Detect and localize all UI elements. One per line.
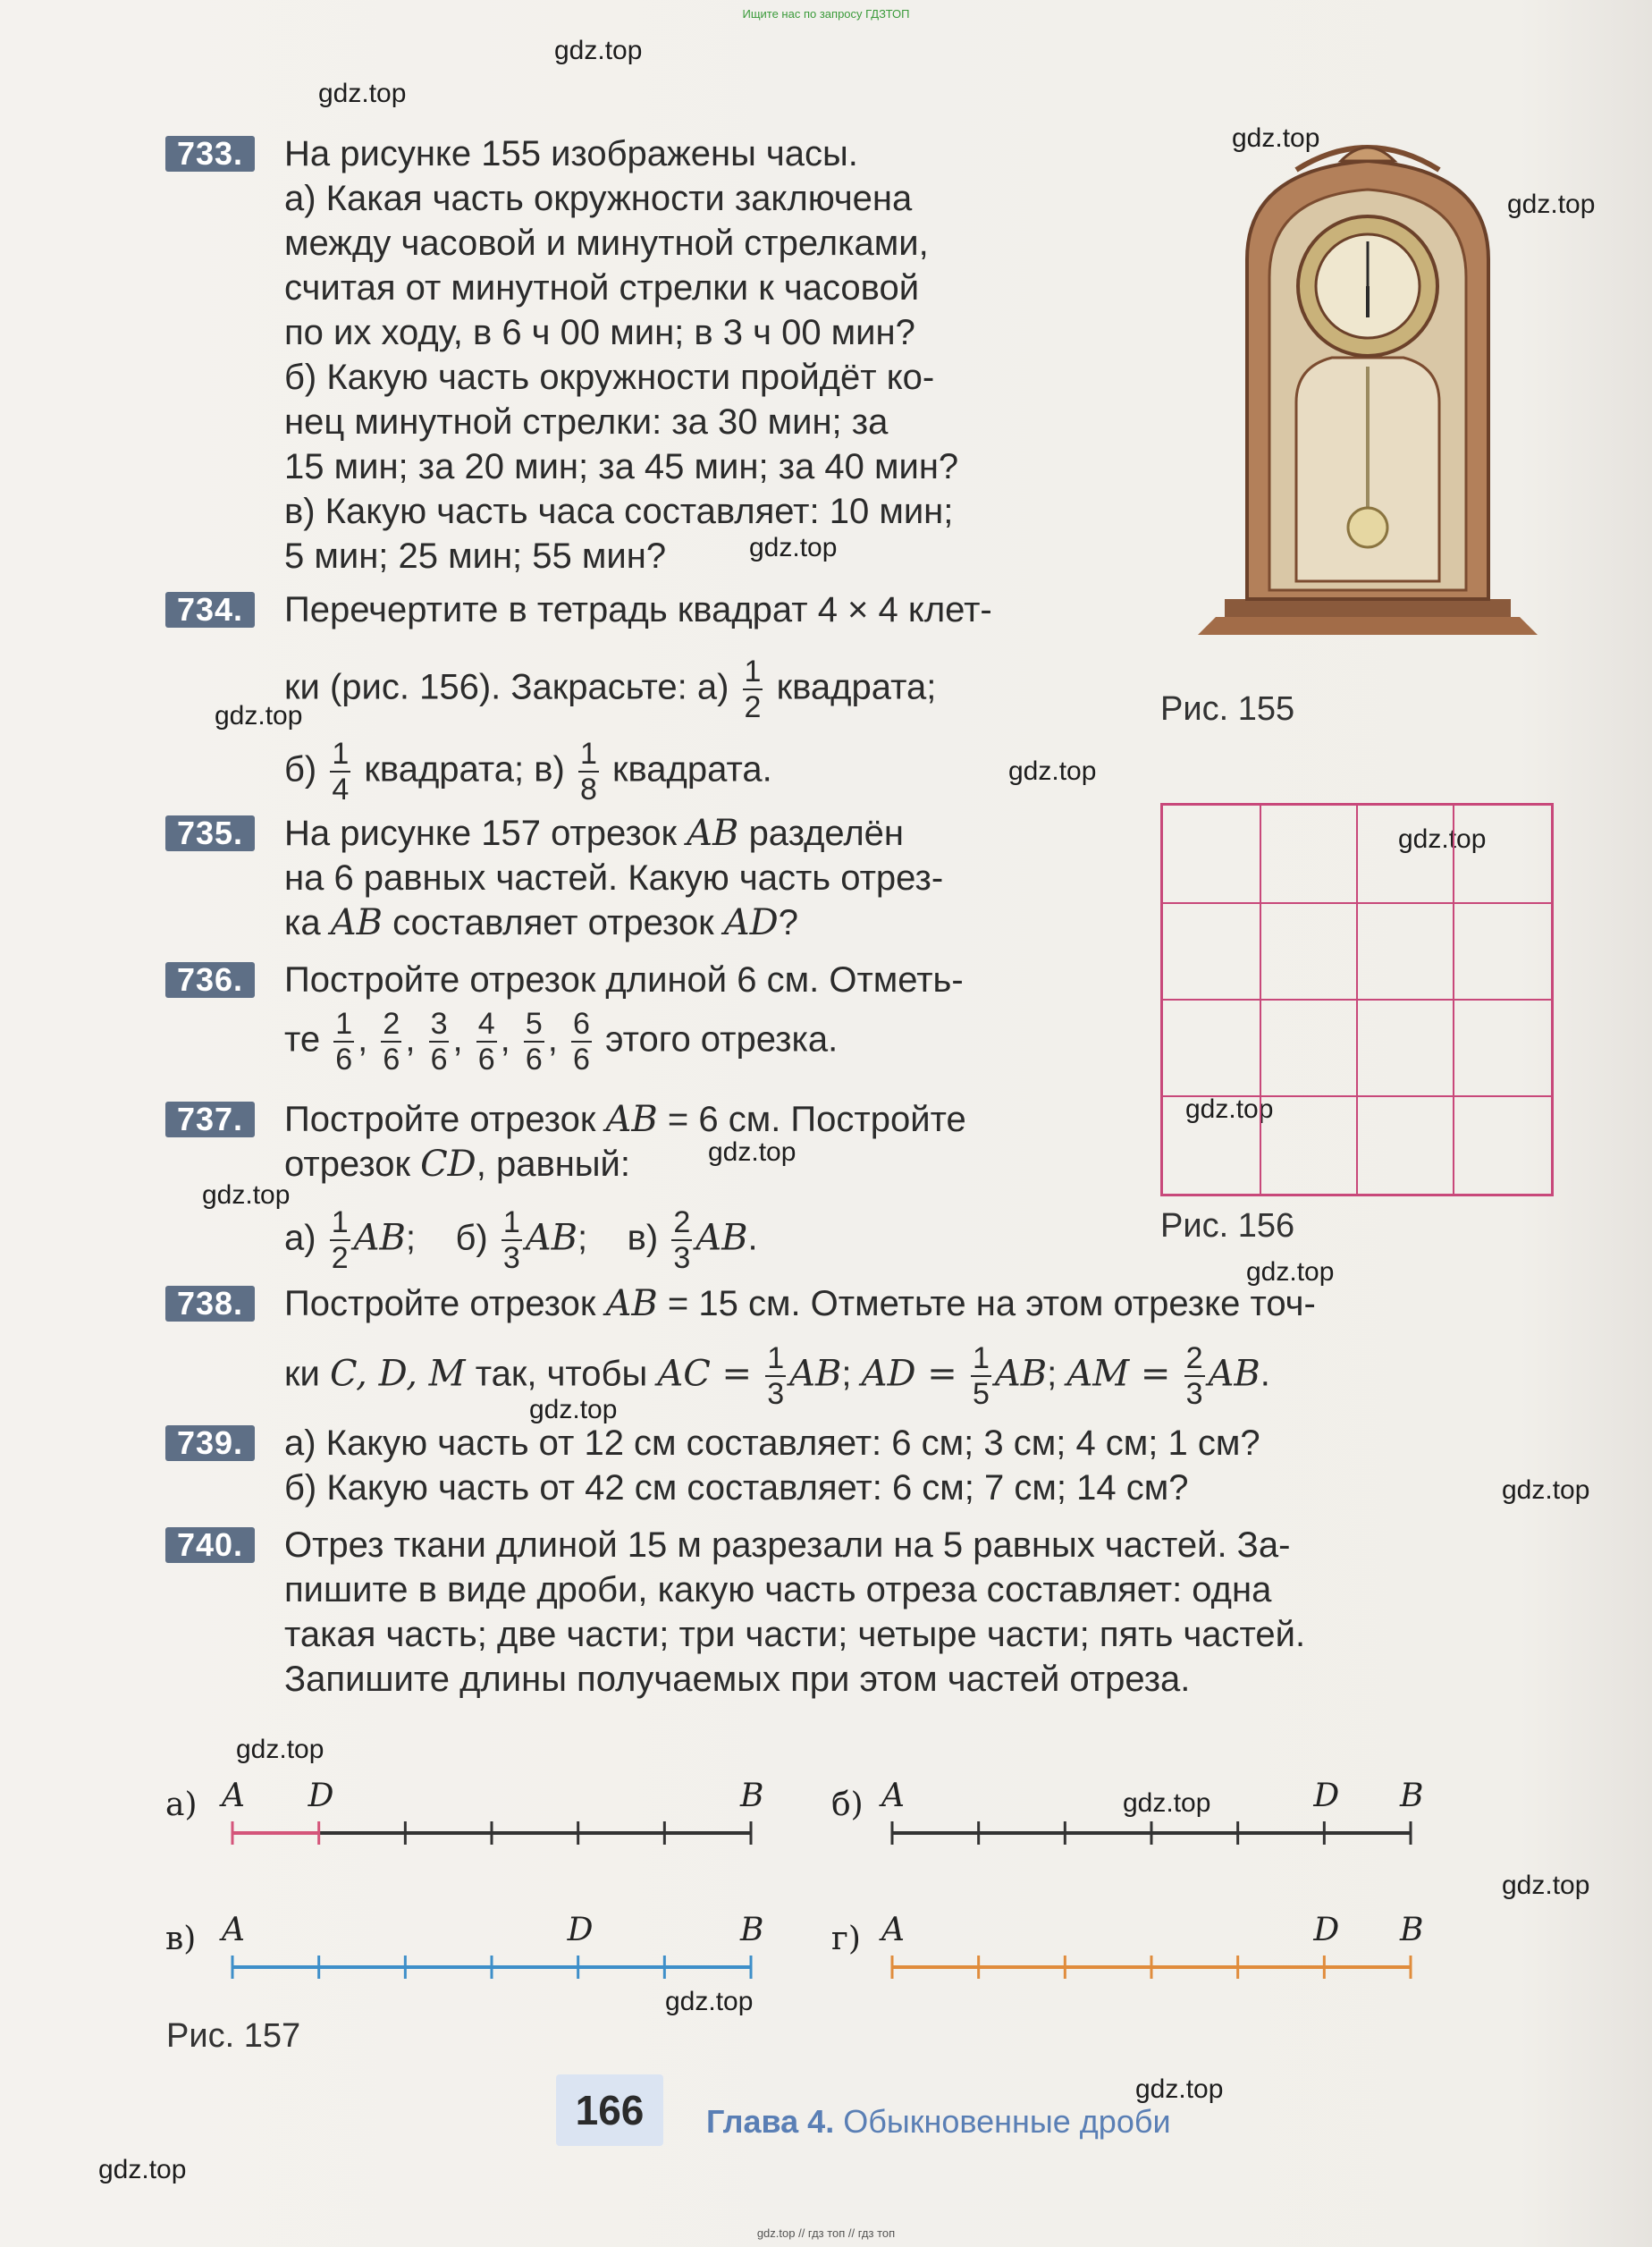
point-names: C, D, M	[329, 1353, 466, 1395]
fraction-denominator: 2	[331, 1241, 349, 1275]
point-label-a: A	[881, 1778, 905, 1814]
problem-735-text: ?	[778, 903, 798, 942]
segment-name: AM =	[1066, 1353, 1171, 1395]
segment-name: AB	[1208, 1353, 1260, 1395]
fraction-numerator: 1	[331, 1205, 349, 1239]
watermark: gdz.top	[1246, 1257, 1335, 1287]
problem-738-text: = 15 см. Отметьте на этом отрезке точ-	[667, 1284, 1316, 1323]
fraction	[578, 739, 599, 805]
problem-737-text: б)	[455, 1218, 488, 1258]
point-label-b: B	[1400, 1778, 1424, 1814]
segment-name: AB	[994, 1353, 1048, 1395]
point-label-b: B	[740, 1778, 764, 1814]
problem-736-line: Постройте отрезок длиной 6 см. Отметь-	[284, 960, 964, 1000]
fraction-denominator: 6	[430, 1043, 448, 1077]
problem-740-line: Запишите длины получаемых при этом частей отреза.	[284, 1660, 1191, 1699]
problem-737-text: Постройте отрезок	[284, 1100, 596, 1139]
problem-735-text: составляет отрезок	[392, 903, 714, 942]
watermark: gdz.top	[1123, 1788, 1211, 1818]
problem-733-line: а) Какая часть окружности заключена	[284, 179, 913, 218]
watermark: gdz.top	[215, 701, 303, 731]
watermark: gdz.top	[1502, 1475, 1590, 1505]
problem-number-739: 739.	[165, 1425, 255, 1461]
fraction-numerator: 5	[525, 1007, 543, 1041]
fraction-denominator: 2	[744, 690, 762, 724]
watermark: gdz.top	[554, 36, 643, 65]
problem-738-text: Постройте отрезок	[284, 1284, 596, 1323]
segment-line	[883, 1954, 1420, 1981]
fraction-denominator: 3	[502, 1241, 520, 1275]
segment-name: AB	[330, 902, 384, 943]
problem-735-line: на 6 равных частей. Какую часть отрез-	[284, 858, 944, 898]
watermark: gdz.top	[236, 1735, 324, 1764]
problem-number-734: 734.	[165, 592, 255, 628]
fraction-numerator: 1	[332, 737, 350, 771]
problem-734-text: квадрата.	[612, 749, 772, 790]
problem-number-740: 740.	[165, 1527, 255, 1563]
fraction-numerator: 1	[335, 1007, 353, 1041]
point-label-a: A	[881, 1912, 905, 1948]
fraction-numerator: 1	[767, 1341, 785, 1375]
segment-name: AB	[789, 1353, 842, 1395]
fraction-numerator: 2	[1185, 1341, 1203, 1375]
figure-caption-155: Рис. 155	[1160, 690, 1295, 728]
problem-739-line: б) Какую часть от 42 см составляет: 6 см; 7 см; 14 см?	[284, 1468, 1189, 1508]
figure-caption-157: Рис. 157	[166, 2017, 301, 2055]
fraction-denominator: 8	[579, 773, 597, 807]
fraction	[524, 1009, 544, 1075]
fraction	[671, 1207, 692, 1273]
fraction	[502, 1207, 522, 1273]
problem-734-text: квадрата; в)	[364, 749, 565, 790]
watermark: gdz.top	[1502, 1871, 1590, 1900]
segment-line	[883, 1820, 1420, 1846]
problem-number-736: 736.	[165, 962, 255, 998]
problem-734-text: квадрата;	[776, 667, 937, 707]
fraction-denominator: 6	[525, 1043, 543, 1077]
fraction-denominator: 3	[673, 1241, 691, 1275]
problem-734-line: Перечертите в тетрадь квадрат 4 × 4 клет-	[284, 590, 992, 629]
problem-737-line: а) $\frac{1}{2}$ AB; б) $\frac{1}{3}$ AB; в) $\frac{2}{3}$ AB.	[284, 1205, 758, 1275]
fraction-denominator: 3	[767, 1377, 785, 1411]
fraction-numerator: 3	[430, 1007, 448, 1041]
watermark: gdz.top	[202, 1180, 291, 1210]
point-label-d: D	[308, 1778, 334, 1814]
fraction	[330, 739, 350, 805]
problem-735-line	[284, 812, 904, 855]
watermark: gdz.top	[1507, 190, 1596, 219]
point-label-d: D	[1313, 1912, 1340, 1948]
problem-738-line	[284, 1282, 1316, 1325]
fraction	[429, 1009, 450, 1075]
problem-736-text: этого отрезка.	[605, 1019, 839, 1060]
point-label-d: D	[567, 1912, 594, 1948]
problem-737-text: , равный:	[476, 1145, 631, 1184]
fraction	[743, 656, 763, 722]
problem-733-line: 15 мин; за 20 мин; за 45 мин; за 40 мин?	[284, 447, 959, 486]
fraction-numerator: 1	[579, 737, 597, 771]
chapter-title	[706, 2103, 1171, 2141]
fraction-numerator: 2	[673, 1205, 691, 1239]
problem-733-line: между часовой и минутной стрелками,	[284, 224, 929, 263]
problem-733-line: На рисунке 155 изображены часы.	[284, 134, 858, 173]
fraction	[333, 1009, 354, 1075]
problem-735-text: разделён	[748, 814, 904, 853]
chapter-name: Обыкновенные дроби	[843, 2103, 1171, 2140]
problem-735-line	[284, 901, 798, 944]
fraction	[381, 1009, 401, 1075]
chapter-label: Глава 4.	[706, 2103, 835, 2140]
watermark: gdz.top	[318, 79, 407, 108]
problem-733-line: 5 мин; 25 мин; 55 мин?	[284, 536, 667, 576]
fraction	[476, 1009, 497, 1075]
point-label-b: B	[1400, 1912, 1424, 1948]
segment-line	[223, 1820, 760, 1846]
segment-name: AB	[353, 1217, 406, 1259]
point-label-d: D	[1313, 1778, 1340, 1814]
problem-735-text: ка	[284, 903, 321, 942]
problem-736-text: те	[284, 1019, 321, 1060]
problem-738-text: так, чтобы	[475, 1354, 648, 1394]
fraction-denominator: 6	[335, 1043, 353, 1077]
problem-733-line: считая от минутной стрелки к часовой	[284, 268, 920, 308]
fraction-denominator: 4	[332, 773, 350, 807]
problem-738-line: ки C, D, M так, чтобы AC = $\frac{1}{3}$ AB; AD = $\frac{1}{5}$ AB; AM = $\frac{2}{3}$ AB.	[284, 1341, 1270, 1411]
problem-733-line: в) Какую часть часа составляет: 10 мин;	[284, 492, 954, 531]
fraction-denominator: 6	[383, 1043, 400, 1077]
point-label-a: A	[222, 1912, 245, 1948]
segment-name: AD =	[861, 1353, 957, 1395]
fraction	[765, 1343, 786, 1409]
problem-734-text: ки (рис. 156). Закрасьте: а)	[284, 667, 729, 707]
segment-figure-label: г)	[831, 1921, 861, 1957]
problem-737-text: отрезок	[284, 1145, 410, 1184]
problem-736-line: те $\frac{1}{6}$ , $\frac{2}{6}$ , $\frac{3}{6}$ , $\frac{4}{6}$ , $\frac{5}{6}$ , $\frac{6}{6}$ этого отрезка.	[284, 1007, 839, 1077]
fraction-numerator: 6	[573, 1007, 590, 1041]
problem-733-line: б) Какую часть окружности пройдёт ко-	[284, 358, 935, 397]
fraction	[571, 1009, 592, 1075]
segment-name: AB	[525, 1217, 578, 1259]
problem-number-733: 733.	[165, 136, 255, 172]
top-link[interactable]: Ищите нас по запросу ГДЗТОП	[742, 7, 910, 21]
fraction-numerator: 2	[383, 1007, 400, 1041]
watermark: gdz.top	[1232, 123, 1320, 153]
segment-name: AB	[695, 1217, 748, 1259]
fraction-numerator: 1	[744, 655, 762, 688]
problem-739-line: а) Какую часть от 12 см составляет: 6 см; 3 см; 4 см; 1 см?	[284, 1423, 1260, 1463]
problem-740-line: Отрез ткани длиной 15 м разрезали на 5 равных частей. За-	[284, 1525, 1291, 1565]
square-grid-4x4	[1160, 803, 1554, 1196]
watermark: gdz.top	[708, 1137, 796, 1167]
fraction-denominator: 5	[972, 1377, 990, 1411]
problem-734-line	[284, 656, 936, 722]
fraction-denominator: 6	[477, 1043, 495, 1077]
fraction-numerator: 4	[477, 1007, 495, 1041]
segment-figure-label: в)	[165, 1921, 197, 1957]
problem-734-text: б)	[284, 749, 317, 790]
segment-name: AC =	[657, 1353, 753, 1395]
segment-figure-label: а)	[165, 1787, 198, 1823]
problem-737-text: в)	[627, 1218, 659, 1258]
segment-name: AB	[605, 1283, 658, 1324]
bottom-link[interactable]: gdz.top // гдз топ // гдз топ	[756, 2226, 896, 2240]
problem-740-line: такая часть; две части; три части; четыре части; пять частей.	[284, 1615, 1306, 1654]
figure-caption-156: Рис. 156	[1160, 1207, 1295, 1245]
fraction-numerator: 1	[502, 1205, 520, 1239]
watermark: gdz.top	[529, 1395, 618, 1424]
segment-name: AB	[687, 813, 739, 854]
problem-737-line	[284, 1098, 966, 1141]
problem-740-line: пишите в виде дроби, какую часть отреза составляет: одна	[284, 1570, 1272, 1609]
page-number: 166	[556, 2074, 663, 2146]
point-label-a: A	[222, 1778, 245, 1814]
segment-line	[223, 1954, 760, 1981]
watermark: gdz.top	[749, 533, 838, 562]
problem-737-text: = 6 см. Постройте	[667, 1100, 966, 1139]
segment-name: AB	[605, 1099, 658, 1140]
problem-number-737: 737.	[165, 1102, 255, 1137]
watermark: gdz.top	[1135, 2074, 1224, 2104]
segment-name: AD	[723, 902, 779, 943]
watermark: gdz.top	[98, 2155, 187, 2184]
problem-number-735: 735.	[165, 815, 255, 851]
fraction-denominator: 3	[1185, 1377, 1203, 1411]
fraction	[971, 1343, 991, 1409]
watermark: gdz.top	[665, 1987, 754, 2016]
problem-738-text: ки	[284, 1354, 320, 1394]
fraction-numerator: 1	[972, 1341, 990, 1375]
problem-733-line: по их ходу, в 6 ч 00 мин; в 3 ч 00 мин?	[284, 313, 915, 352]
fraction-denominator: 6	[573, 1043, 590, 1077]
fraction	[330, 1207, 350, 1273]
segment-figure-label: б)	[831, 1787, 864, 1823]
problem-737-text: а)	[284, 1218, 316, 1258]
problem-737-line	[284, 1143, 630, 1186]
problem-734-line	[284, 739, 772, 805]
watermark: gdz.top	[1008, 756, 1097, 786]
clock-illustration	[1162, 134, 1573, 644]
problem-733-line: нец минутной стрелки: за 30 мин; за	[284, 402, 889, 442]
fraction	[1184, 1343, 1205, 1409]
problem-number-738: 738.	[165, 1286, 255, 1322]
point-label-b: B	[740, 1912, 764, 1948]
segment-name: CD	[420, 1144, 476, 1185]
problem-735-text: На рисунке 157 отрезок	[284, 814, 678, 853]
